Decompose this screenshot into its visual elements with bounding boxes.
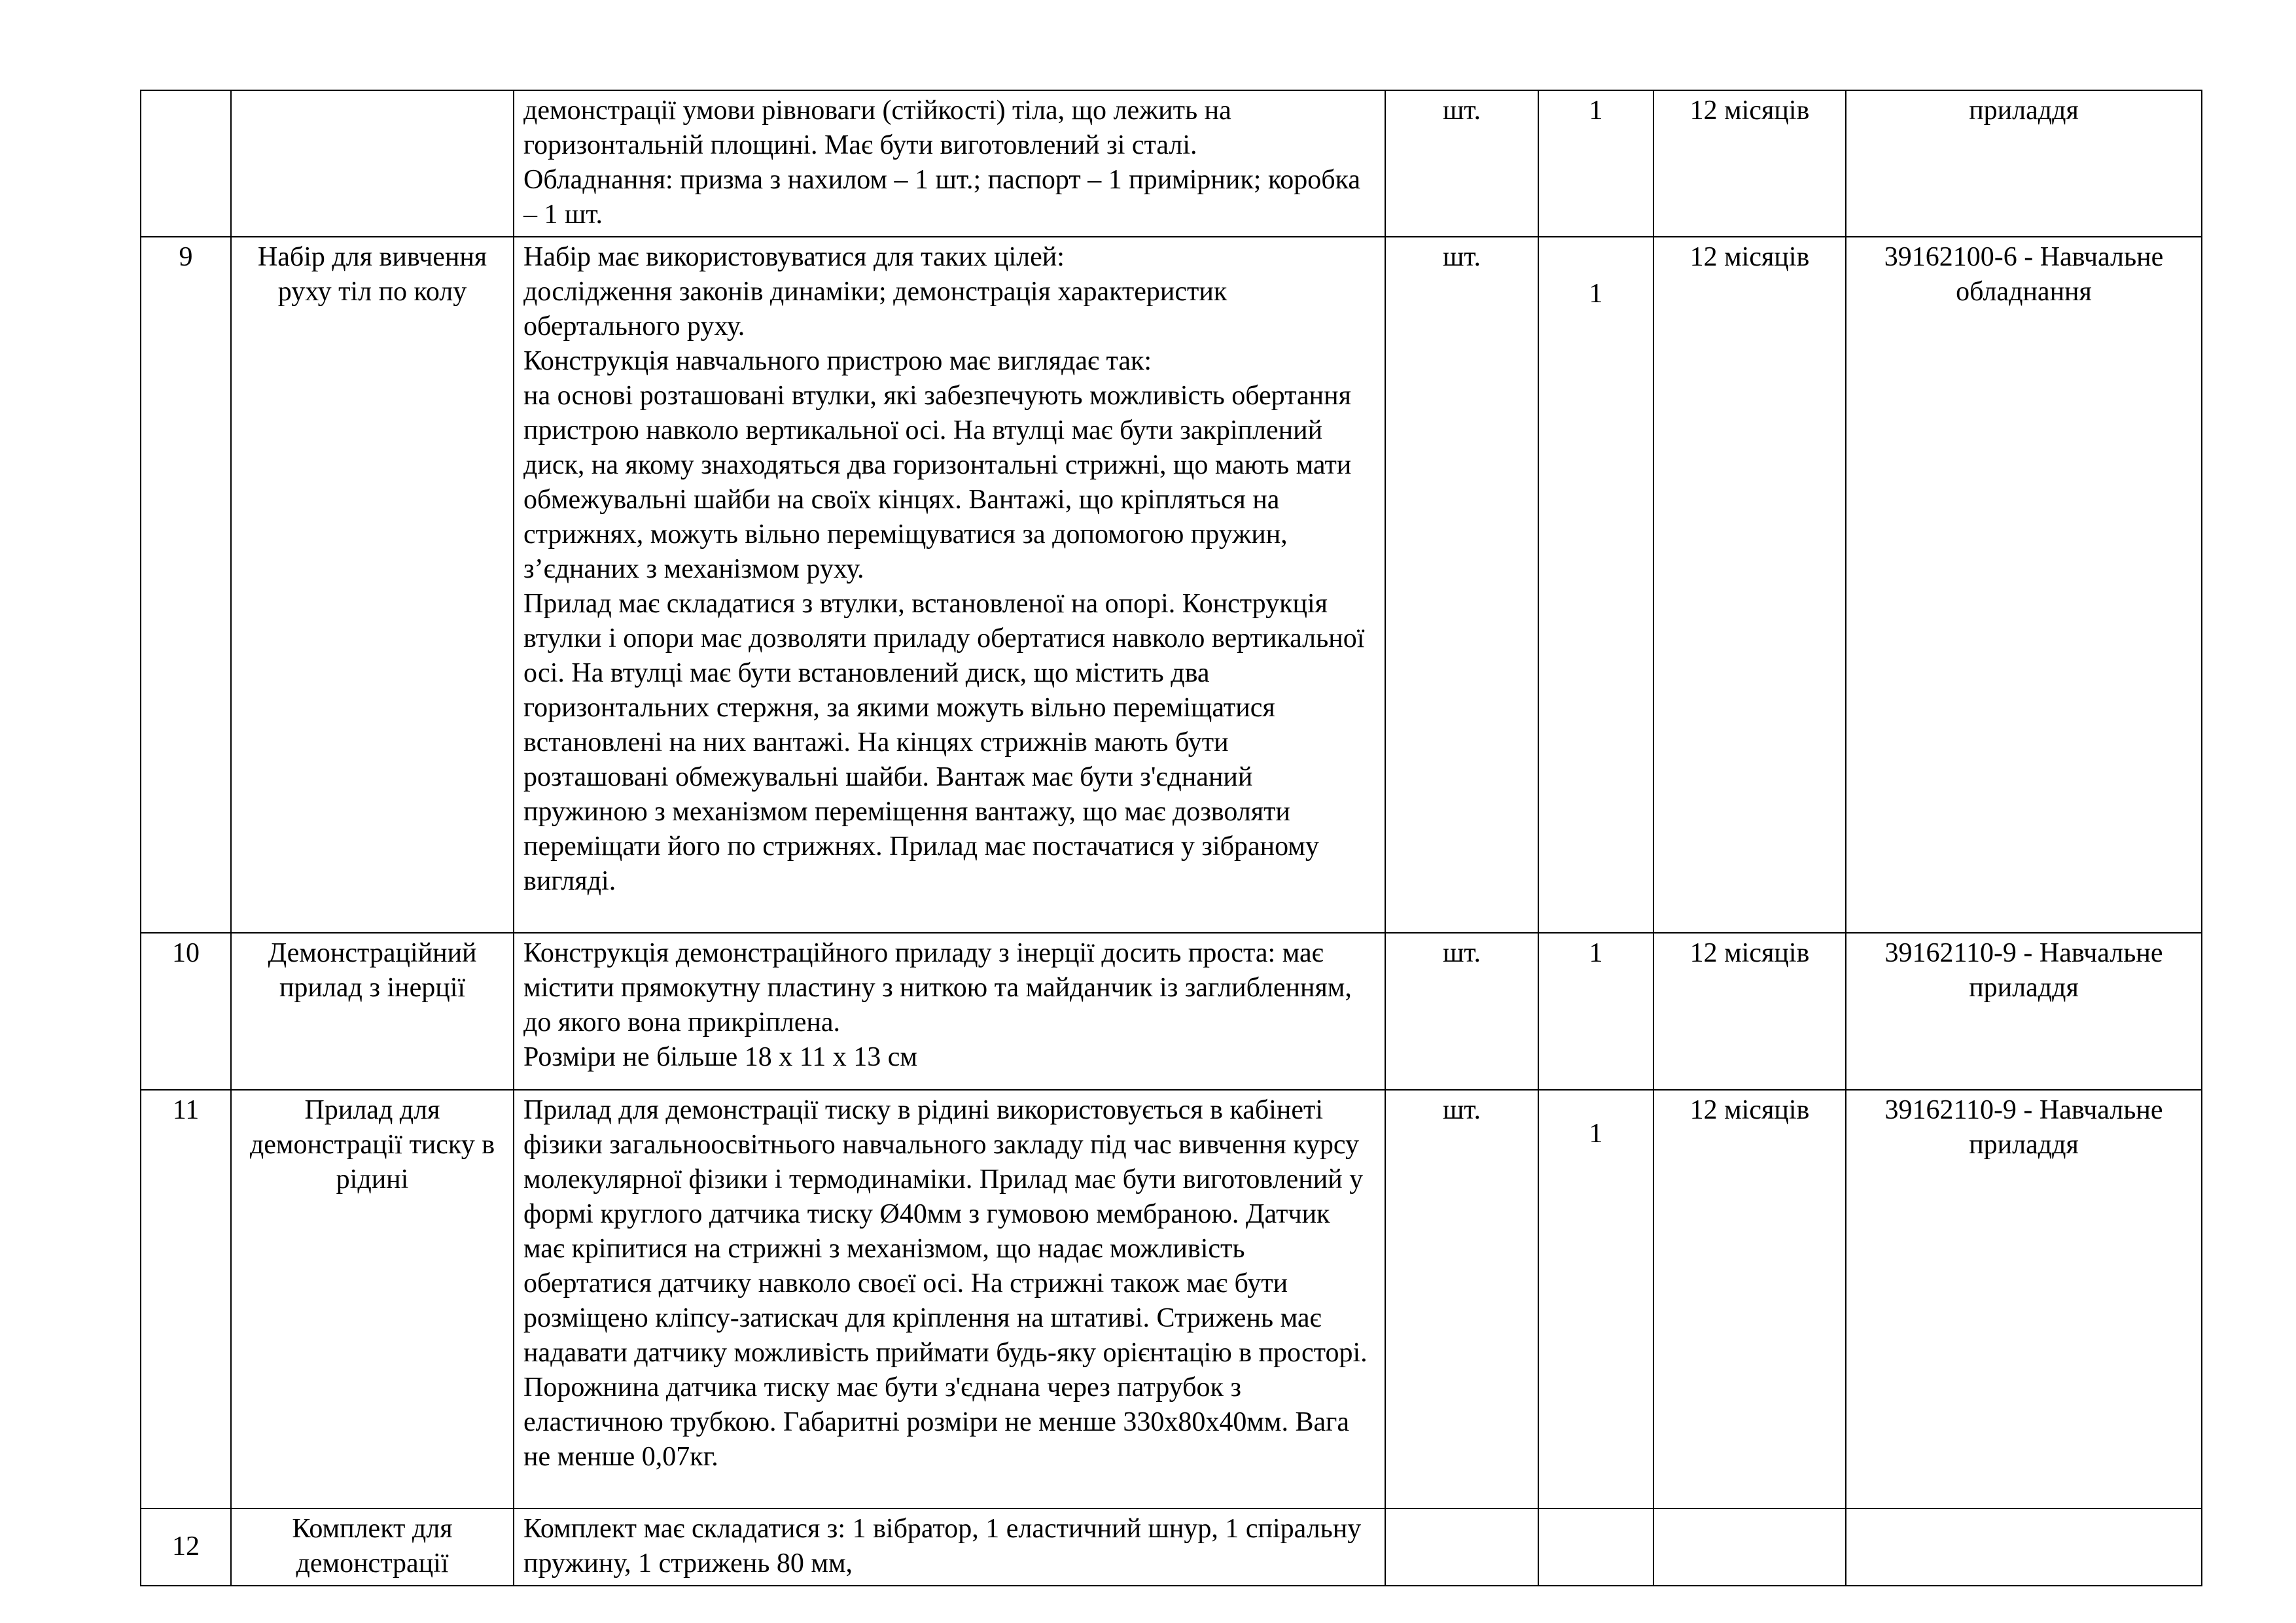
table-row [141,90,2202,237]
item-quantity: 1 [1538,933,1653,1090]
item-name: Прилад для демонстрації тиску в рідині [231,1090,514,1509]
item-term: 12 місяців [1653,90,1846,237]
item-term: 12 місяців [1653,1090,1846,1509]
row-number: 10 [141,933,231,1090]
row-number: 11 [141,1090,231,1509]
item-unit: шт. [1385,237,1538,933]
row-number: 12 [141,1509,231,1586]
item-cpv-code: 39162100-6 - Навчальне обладнання [1846,237,2202,933]
item-unit: шт. [1385,933,1538,1090]
item-quantity: 1 [1538,90,1653,237]
item-cpv-code: 39162110-9 - Навчальне приладдя [1846,933,2202,1090]
item-unit [1385,1509,1538,1586]
specification-table [140,90,2202,1586]
item-unit: шт. [1385,90,1538,237]
item-quantity [1538,1509,1653,1586]
item-term [1653,1509,1846,1586]
table-row [141,933,2202,1090]
table-row [141,1509,2202,1586]
item-description: Конструкція демонстраційного приладу з інерції досить проста: має містити прямокутну пластину з ниткою та майданчик із заглибленням, до якого вона прикріплена. Розміри не більше 18 х 11 х 13 см [514,933,1385,1090]
item-cpv-code: приладдя [1846,90,2202,237]
item-name: Комплект для демонстрації [231,1509,514,1586]
item-cpv-code [1846,1509,2202,1586]
item-description: Комплект має складатися з: 1 вібратор, 1 еластичний шнур, 1 спіральну пружину, 1 стрижень 80 мм, [514,1509,1385,1586]
item-name: Демонстраційний прилад з інерції [231,933,514,1090]
item-unit: шт. [1385,1090,1538,1509]
item-term: 12 місяців [1653,237,1846,933]
item-term: 12 місяців [1653,933,1846,1090]
item-description: демонстрації умови рівноваги (стійкості) тіла, що лежить на горизонтальній площині. Має бути виготовлений зі сталі. Обладнання: призма з нахилом – 1 шт.; паспорт – 1 примірник; коробка – 1 шт. [514,90,1385,237]
table-row [141,237,2202,933]
row-number: 9 [141,237,231,933]
item-quantity: 1 [1538,237,1653,933]
item-quantity: 1 [1538,1090,1653,1509]
item-description: Набір має використовуватися для таких цілей: дослідження законів динаміки; демонстрація характеристик обертального руху. Конструкція навчального пристрою має виглядає так: на основі розташовані втулки, які забезпечують можливість обертання пристрою навколо вертикальної осі. На втулці має бути закріплений диск, на якому знаходяться два горизонтальні стрижні, що мають мати обмежувальні шайби на своїх кінцях. Вантажі, що кріпляться на стрижнях, можуть вільно переміщуватися за допомогою пружин, з’єднаних з механізмом руху. Прилад має складатися з втулки, встановленої на опорі. Конструкція втулки і опори має дозволяти приладу обертатися навколо вертикальної осі. На втулці має бути встановлений диск, що містить два горизонтальних стержня, за якими можуть вільно переміщатися встановлені на них вантажі. На кінцях стрижнів мають бути розташовані обмежувальні шайби. Вантаж має бути з'єднаний пружиною з механізмом переміщення вантажу, що має дозволяти переміщати його по стрижнях. Прилад має постачатися у зібраному вигляді. [514,237,1385,933]
document-page [140,90,2201,1586]
item-cpv-code: 39162110-9 - Навчальне приладдя [1846,1090,2202,1509]
item-name: Набір для вивчення руху тіл по колу [231,237,514,933]
row-number [141,90,231,237]
table-row [141,1090,2202,1509]
item-description: Прилад для демонстрації тиску в рідині використовується в кабінеті фізики загальноосвітнього навчального закладу під час вивчення курсу молекулярної фізики і термодинаміки. Прилад має бути виготовлений у формі круглого датчика тиску Ø40мм з гумовою мембраною. Датчик має кріпитися на стрижні з механізмом, що надає можливість обертатися датчику навколо своєї осі. На стрижні також має бути розміщено кліпсу-затискач для кріплення на штативі. Стрижень має надавати датчику можливість приймати будь-яку орієнтацію в просторі. Порожнина датчика тиску має бути з'єднана через патрубок з еластичною трубкою. Габаритні розміри не менше 330х80х40мм. Вага не менше 0,07кг. [514,1090,1385,1509]
item-name [231,90,514,237]
